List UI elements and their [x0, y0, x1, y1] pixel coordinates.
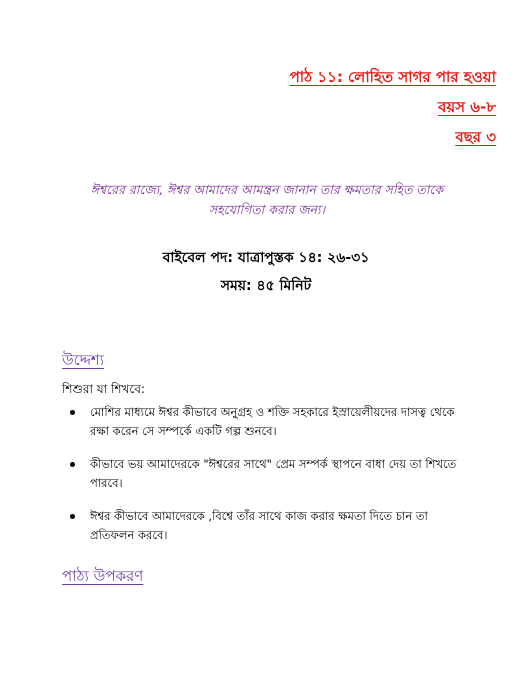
objectives-intro: শিশুরা যা শিখবে: [62, 382, 145, 396]
objective-text: ঈশ্বর কীভাবে আমাদেরকে ,বিশ্বে তাঁর সাথে কাজ করার ক্ষমতা দিতে চান তা প্রতিফলন করবে। [90, 509, 428, 542]
list-item [62, 403, 472, 441]
lesson-title-block [290, 62, 496, 152]
lesson-time: সময়: ৪৫ মিনিট [220, 278, 312, 294]
age-range: বয়স ৬-৮ [437, 98, 496, 116]
lesson-title: পাঠ ১১: লোহিত সাগর পার হওয়া [289, 68, 496, 86]
bullet-icon [70, 410, 75, 415]
list-item [62, 455, 472, 493]
purpose-statement: ঈশ্বরের রাজ্যে, ঈশ্বর আমাদের আমন্ত্রন জানান তার ক্ষমতার সহিত তাকে সহযোগিতা করার জন্য। [90, 182, 444, 217]
materials-heading: পাঠ্য উপকরণ [62, 567, 144, 585]
bible-passage: বাইবেল পদ: যাত্রাপুস্তক ১৪: ২৬-৩১ [162, 250, 370, 266]
objectives-list [62, 403, 472, 559]
objective-text: কীভাবে ভয় আমাদেরকে "ঈশ্বরের সাথে" প্রেম সম্পর্ক স্থাপনে বাধা দেয় তা শিখতে পারবে। [90, 457, 457, 490]
bullet-icon [70, 462, 75, 467]
year-label: বছর ৩ [455, 128, 496, 146]
objective-text: মোশির মাধ্যমে ঈশ্বর কীভাবে অনুগ্রহ ও শক্তি সহকারে ইস্রায়েলীয়দের দাসত্ব থেকে রক্ষা করেন সে সম্পর্কে একটি গল্প শুনবে। [90, 405, 455, 438]
objectives-heading: উদ্দেশ্য [62, 351, 105, 369]
bullet-icon [70, 514, 75, 519]
list-item [62, 507, 472, 545]
